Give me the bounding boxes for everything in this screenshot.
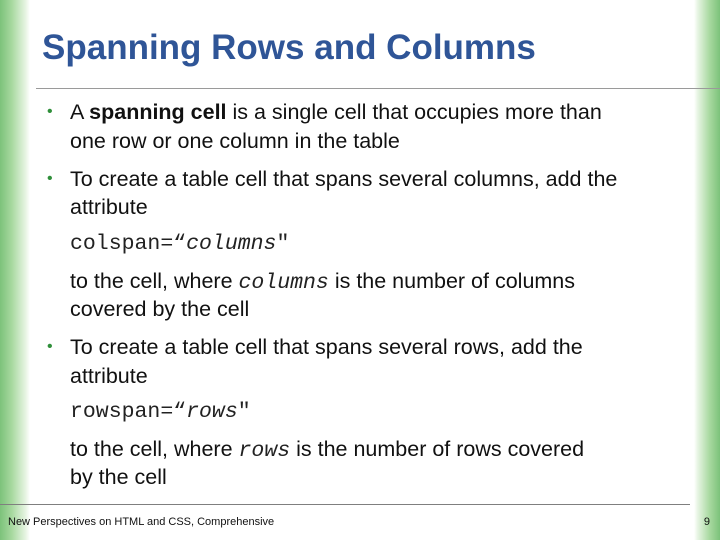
bullet-2-tail-pre: to the cell, where [70,269,239,293]
colspan-var: columns [186,232,277,256]
rowspan-code [70,400,251,424]
bullet-1-marker: • [47,103,53,120]
bullet-2-tail-var: columns [238,271,329,295]
bullet-1-line-2: one row or one column in the table [70,129,400,153]
rowspan-attr: rowspan=“ [70,400,187,424]
slide-title: Spanning Rows and Columns [42,28,536,67]
bullet-1-rest: is a single cell that occupies more than [226,100,602,124]
bullet-2-marker: • [47,170,53,187]
rowspan-var: rows [186,400,238,424]
bullet-2-line-2: attribute [70,195,148,219]
bullet-3-marker: • [47,338,53,355]
bullet-3-tail-var: rows [238,439,291,463]
bullet-3-tail-post: is the number of rows covered [290,437,585,461]
bullet-2-tail-line-2: covered by the cell [70,297,250,321]
bullet-2-tail-line-1 [70,269,575,295]
bullet-2-line-1: To create a table cell that spans several columns, add the [70,167,618,191]
bullet-1-prefix: A [70,100,90,124]
bullet-3-tail-pre: to the cell, where [70,437,239,461]
bullet-2-tail-post: is the number of columns [328,269,576,293]
page-number: 9 [703,516,710,528]
bullet-3-line-1: To create a table cell that spans several rows, add the [70,335,583,359]
colspan-quote: " [276,232,290,256]
bullet-3-tail-line-2: by the cell [70,465,167,489]
colspan-attr: colspan=“ [70,232,187,256]
spanning-cell-term: spanning cell [89,100,227,124]
footer-divider [0,504,690,505]
rowspan-quote: " [237,400,251,424]
footer-text: New Perspectives on HTML and CSS, Comprehensive [8,516,275,528]
bullet-1-line-1 [70,100,602,125]
bullet-3-tail-line-1 [70,437,584,463]
bullet-3-line-2: attribute [70,364,148,388]
colspan-code [70,232,289,256]
